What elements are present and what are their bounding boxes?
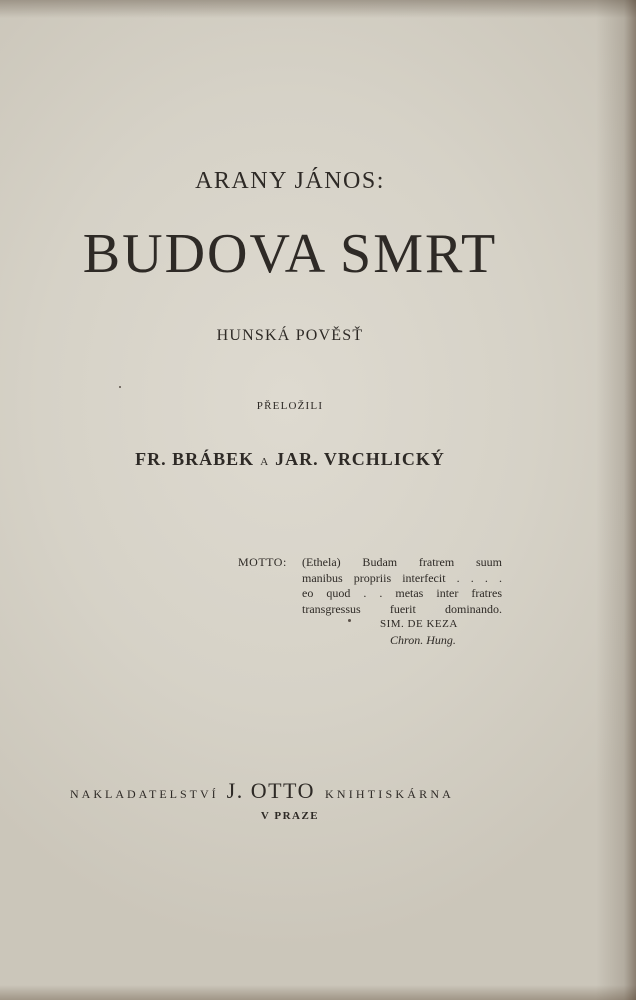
ink-speck <box>119 386 121 388</box>
publisher-name: J. OTTO <box>226 778 315 803</box>
motto-text <box>302 555 502 617</box>
book-title: BUDOVA SMRT <box>82 223 498 285</box>
publication-city: V PRAZE <box>260 810 320 822</box>
book-subtitle: HUNSKÁ POVĚSŤ <box>216 327 364 344</box>
publisher-printworks: KNIHTISKÁRNA <box>324 787 455 801</box>
motto-label: MOTTO: <box>238 555 287 569</box>
translator-conjunction: A <box>260 456 270 468</box>
motto-line: transgressus fuerit dominando. <box>302 601 502 616</box>
translated-by-label: PŘELOŽILI <box>256 400 324 412</box>
motto-line: eo quod . . metas inter fratres <box>302 586 502 600</box>
publisher-line <box>70 778 530 804</box>
page-bottom-edge <box>0 985 636 1000</box>
ink-speck <box>348 619 351 622</box>
publisher-label: NAKLADATELSTVÍ <box>70 787 219 801</box>
translator-2: JAR. VRCHLICKÝ <box>275 449 445 469</box>
motto-line: manibus propriis interfecit . . . . <box>302 570 502 585</box>
motto-source: SIM. DE KEZA <box>380 618 458 630</box>
motto-chronicle: Chron. Hung. <box>390 633 456 647</box>
translator-1: FR. BRÁBEK <box>135 449 255 469</box>
motto-line: (Ethela) Budam fratrem suum <box>302 555 502 569</box>
translators <box>0 449 580 470</box>
author-name: ARANY JÁNOS: <box>195 168 385 194</box>
